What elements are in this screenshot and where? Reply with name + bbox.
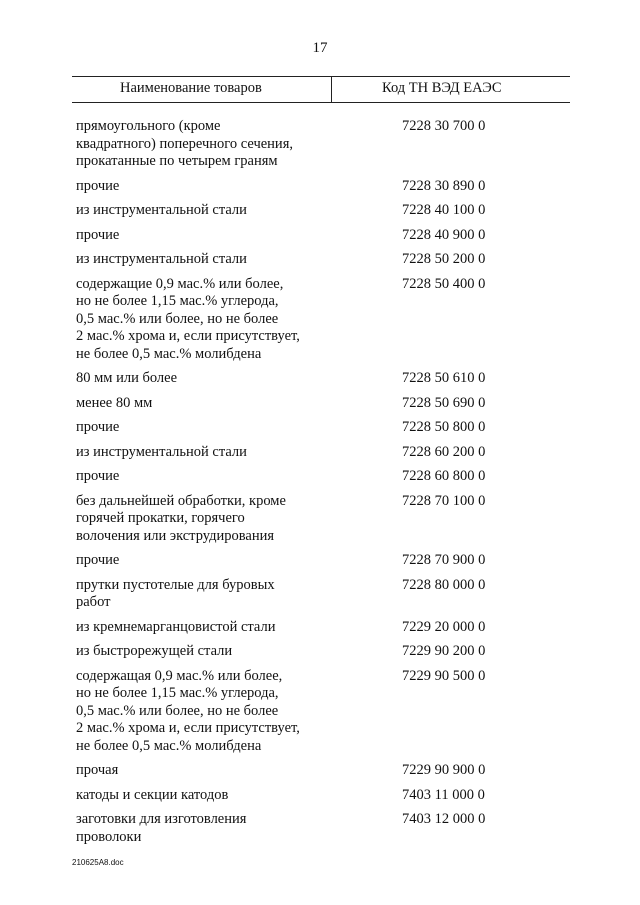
- tn-ved-code: 7228 80 000 0: [402, 576, 486, 593]
- goods-name: 80 мм или более: [76, 370, 178, 386]
- table-row: [76, 202, 506, 220]
- goods-name: прочая: [76, 762, 119, 778]
- document-filename: 210625A8.doc: [72, 858, 124, 867]
- tn-ved-code: 7228 50 610 0: [402, 370, 486, 386]
- goods-name: из кремнемарганцовистой стали: [76, 618, 276, 635]
- goods-name: из инструментальной стали: [76, 443, 247, 460]
- table-row: [76, 577, 506, 612]
- tn-ved-code: 7228 30 700 0: [402, 118, 486, 134]
- table-top-rule: [72, 76, 570, 77]
- table-row: [76, 619, 506, 637]
- header-bottom-rule: [72, 102, 570, 103]
- table-row: [76, 251, 506, 269]
- goods-name: прочие: [76, 468, 120, 484]
- goods-name: прямоугольного (кроме квадратного) поперечного сечения, прокатанные по четырем граням: [76, 118, 293, 169]
- tn-ved-code: 7228 50 800 0: [402, 419, 486, 435]
- table-row: [76, 787, 506, 805]
- goods-name: из быстрорежущей стали: [76, 643, 233, 659]
- header-tn-ved-code: Код ТН ВЭД ЕАЭС: [382, 80, 502, 96]
- tn-ved-code: 7229 90 500 0: [402, 667, 486, 684]
- tn-ved-code: 7229 90 900 0: [402, 762, 486, 778]
- goods-name: прочие: [76, 419, 120, 435]
- table-row: [76, 552, 506, 570]
- table-row: [76, 395, 506, 413]
- goods-name: прочие: [76, 226, 120, 243]
- header-column-divider: [331, 76, 332, 102]
- tn-ved-code: 7229 20 000 0: [402, 618, 486, 635]
- table-row: [76, 370, 506, 388]
- tn-ved-code: 7228 70 100 0: [402, 492, 486, 509]
- table-row: [76, 762, 506, 780]
- goods-name: содержащая 0,9 мас.% или более, но не более 1,15 мас.% углерода, 0,5 мас.% или более, но не более 2 мас.% хрома и, если присутствует, не более 0,5 мас.% молибдена: [76, 667, 300, 754]
- table-row: [76, 668, 506, 756]
- goods-name: из инструментальной стали: [76, 251, 247, 267]
- page-number: 17: [312, 40, 328, 56]
- table-row: [76, 276, 506, 364]
- table-row: [76, 419, 506, 437]
- tn-ved-code: 7403 11 000 0: [402, 786, 485, 803]
- table-row: [76, 118, 506, 171]
- tn-ved-code: 7228 40 900 0: [402, 226, 486, 243]
- table-row: [76, 643, 506, 661]
- goods-name: прутки пустотелые для буровых работ: [76, 576, 275, 610]
- table-row: [76, 493, 506, 546]
- table-row: [76, 227, 506, 245]
- tn-ved-code: 7228 50 690 0: [402, 394, 486, 411]
- tn-ved-code: 7228 50 200 0: [402, 251, 486, 267]
- goods-name: менее 80 мм: [76, 394, 153, 411]
- goods-name: прочие: [76, 552, 120, 568]
- goods-name: катоды и секции катодов: [76, 786, 229, 803]
- table-row: [76, 444, 506, 462]
- goods-name: без дальнейшей обработки, кроме горячей прокатки, горячего волочения или экструдирования: [76, 492, 286, 544]
- tn-ved-code: 7228 40 100 0: [402, 202, 486, 218]
- goods-name: заготовки для изготовления проволоки: [76, 811, 247, 845]
- tn-ved-code: 7228 70 900 0: [402, 552, 486, 568]
- tn-ved-code: 7228 30 890 0: [402, 177, 486, 194]
- table-row: [76, 468, 506, 486]
- goods-table-body: [76, 118, 506, 853]
- header-goods-name: Наименование товаров: [120, 80, 262, 96]
- goods-name: из инструментальной стали: [76, 202, 247, 218]
- tn-ved-code: 7228 60 200 0: [402, 443, 486, 460]
- tn-ved-code: 7228 60 800 0: [402, 468, 486, 484]
- tn-ved-code: 7228 50 400 0: [402, 275, 486, 292]
- goods-name: содержащие 0,9 мас.% или более, но не более 1,15 мас.% углерода, 0,5 мас.% или более, но не более 2 мас.% хрома и, если присутствует, не более 0,5 мас.% молибдена: [76, 275, 300, 362]
- table-row: [76, 178, 506, 196]
- tn-ved-code: 7229 90 200 0: [402, 643, 486, 659]
- tn-ved-code: 7403 12 000 0: [402, 811, 486, 827]
- table-row: [76, 811, 506, 846]
- goods-name: прочие: [76, 177, 120, 194]
